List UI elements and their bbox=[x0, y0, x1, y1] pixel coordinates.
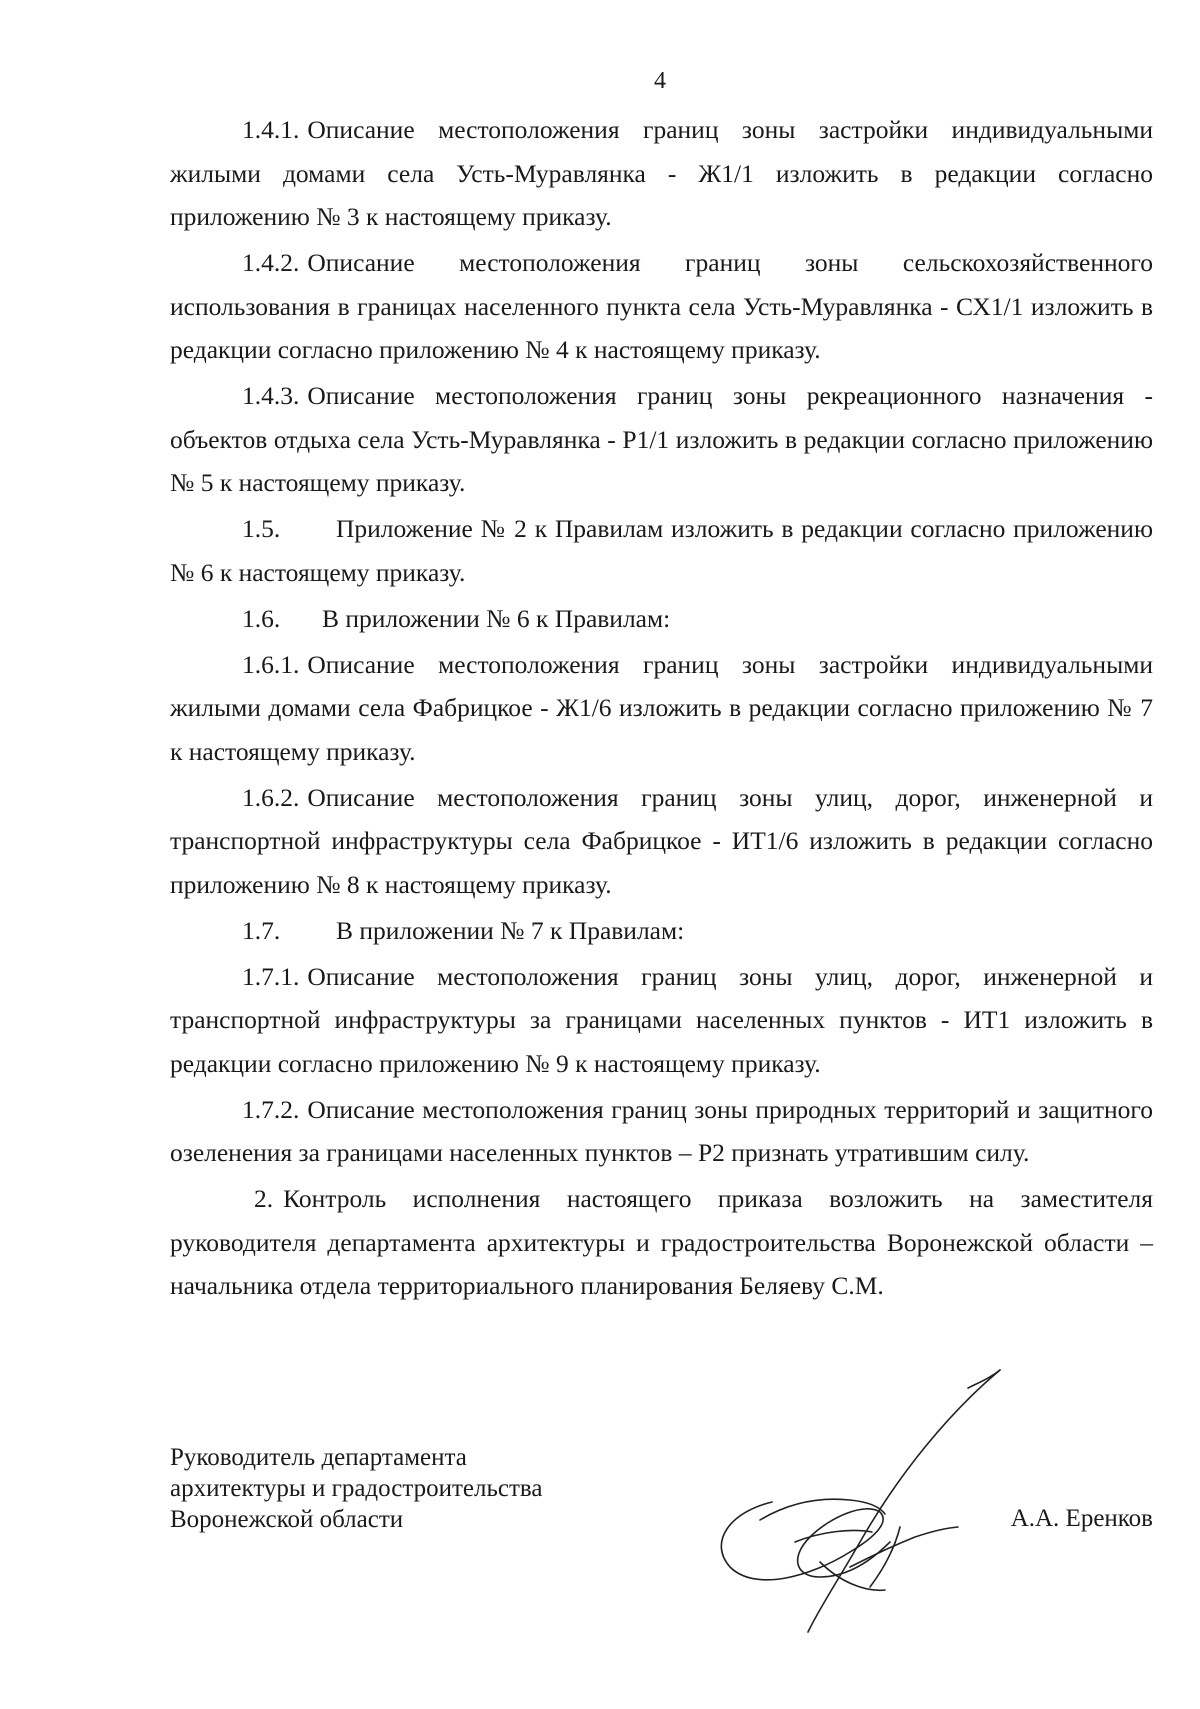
paragraph-1-4-1 bbox=[170, 108, 1153, 239]
paragraph-1-4-2 bbox=[170, 241, 1153, 372]
signatory-title-line: Руководитель департамента bbox=[170, 1444, 467, 1471]
document-body bbox=[170, 108, 1153, 1310]
paragraph-1-5 bbox=[170, 507, 1153, 594]
paragraph-number: 1.7.1. bbox=[242, 961, 300, 991]
paragraph-1-7-2 bbox=[170, 1088, 1153, 1175]
paragraph-number: 1.4.2. bbox=[242, 248, 300, 277]
paragraph-number: 2. bbox=[254, 1184, 274, 1213]
signatory-title bbox=[170, 1442, 542, 1535]
paragraph-text: Контроль исполнения настоящего приказа возложить на заместителя руководителя департамента архитектуры и градостроительства Воронежской области – начальника отдела территориального планирования Беляеву С.М. bbox=[170, 1184, 1153, 1300]
paragraph-number: 1.6.2. bbox=[242, 782, 300, 812]
paragraph-1-7 bbox=[170, 909, 1153, 953]
paragraph-text: Описание местоположения границ зоны рекреационного назначения - объектов отдыха села Усть-Муравлянка - Р1/1 изложить в редакции согласно приложению № 5 к настоящему приказу. bbox=[170, 381, 1153, 497]
paragraph-1-7-1 bbox=[170, 955, 1153, 1086]
paragraph-1-6-1 bbox=[170, 643, 1153, 774]
page-number: 4 bbox=[654, 68, 666, 94]
signature-block bbox=[170, 1442, 1153, 1642]
signatory-title-line: архитектуры и градостроительства bbox=[170, 1475, 543, 1502]
paragraph-1-4-3 bbox=[170, 374, 1153, 505]
paragraph-number: 1.4.3. bbox=[242, 381, 300, 410]
paragraph-text: В приложении № 6 к Правилам: bbox=[322, 603, 671, 633]
handwritten-signature bbox=[700, 1352, 1030, 1652]
paragraph-number: 1.5. bbox=[242, 514, 281, 543]
paragraph-text: Описание местоположения границ зоны природных территорий и защитного озеленения за границами населенных пунктов – Р2 признать утратившим силу. bbox=[170, 1094, 1153, 1167]
paragraph-number: 1.6.1. bbox=[242, 649, 300, 679]
paragraph-number: 1.7.2. bbox=[242, 1094, 300, 1124]
paragraph-1-6 bbox=[170, 597, 1153, 641]
paragraph-number: 1.6. bbox=[242, 603, 281, 633]
paragraph-number: 1.7. bbox=[242, 915, 281, 945]
signatory-title-line: Воронежской области bbox=[170, 1506, 404, 1533]
paragraph-2 bbox=[170, 1177, 1153, 1308]
paragraph-text: Описание местоположения границ зоны застройки индивидуальными жилыми домами села Фабрицкое - Ж1/6 изложить в редакции согласно приложению № 7 к настоящему приказу. bbox=[170, 649, 1153, 766]
paragraph-number: 1.4.1. bbox=[242, 115, 300, 144]
paragraph-1-6-2 bbox=[170, 776, 1153, 907]
paragraph-text: Описание местоположения границ зоны сельскохозяйственного использования в границах населенного пункта села Усть-Муравлянка - СХ1/1 изложить в редакции согласно приложению № 4 к настоящему приказу. bbox=[170, 248, 1153, 364]
paragraph-text: В приложении № 7 к Правилам: bbox=[336, 915, 685, 945]
paragraph-text: Описание местоположения границ зоны улиц, дорог, инженерной и транспортной инфраструктуры за границами населенных пунктов - ИТ1 изложить в редакции согласно приложению № 9 к настоящему приказу. bbox=[170, 961, 1153, 1078]
paragraph-text: Приложение № 2 к Правилам изложить в редакции согласно приложению № 6 к настоящему приказу. bbox=[170, 514, 1153, 587]
paragraph-text: Описание местоположения границ зоны улиц, дорог, инженерной и транспортной инфраструктуры села Фабрицкое - ИТ1/6 изложить в редакции согласно приложению № 8 к настоящему приказу. bbox=[170, 782, 1153, 899]
paragraph-text: Описание местоположения границ зоны застройки индивидуальными жилыми домами села Усть-Муравлянка - Ж1/1 изложить в редакции согласно приложению № 3 к настоящему приказу. bbox=[170, 115, 1153, 231]
signatory-name: А.А. Еренков bbox=[1010, 1505, 1153, 1532]
